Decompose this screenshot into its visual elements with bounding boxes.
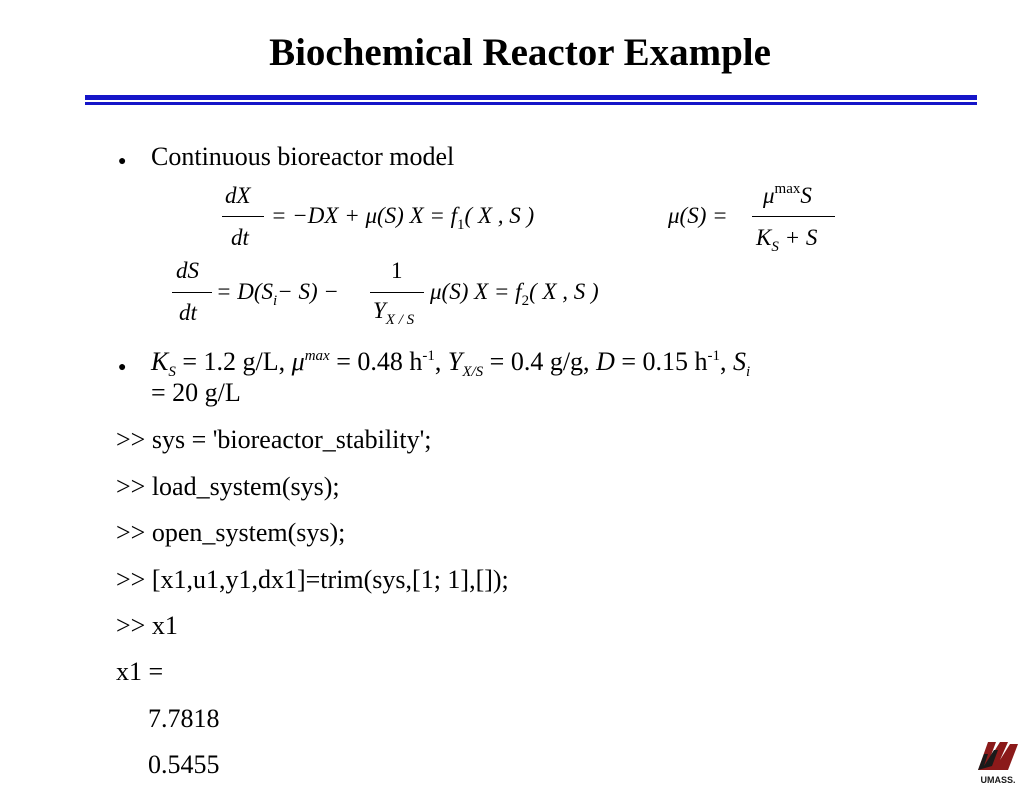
command-line-3: >> open_system(sys); xyxy=(116,518,346,547)
param-mu-val: = 0.48 h xyxy=(329,347,423,376)
title-rule-thin xyxy=(85,102,977,105)
mu-den-sub: S xyxy=(771,239,779,255)
param-ks: K xyxy=(151,347,169,376)
eq2-denominator: dt xyxy=(179,300,197,325)
command-line-4: >> [x1,u1,y1,dx1]=trim(sys,[1; 1],[]); xyxy=(116,565,509,594)
eq2-fraction-bar xyxy=(172,292,212,293)
bullet-text-2-line2: = 20 g/L xyxy=(151,378,241,407)
eq1-rhs-text: = −DX + μ(S) X = f xyxy=(271,203,458,228)
umass-logo xyxy=(974,736,1022,786)
bullet-dot-1: ● xyxy=(118,154,127,169)
eq2-rhs1: = D(S xyxy=(216,279,274,304)
param-mu: μ xyxy=(291,347,305,376)
command-line-5: >> x1 xyxy=(116,611,178,640)
param-si-sub: i xyxy=(746,364,751,380)
command-line-1: >> sys = 'bioreactor_stability'; xyxy=(116,425,432,454)
param-ks-val: = 1.2 g/L, xyxy=(175,347,292,376)
param-y-sub: X/S xyxy=(462,364,484,380)
mu-den-tail: + S xyxy=(784,225,818,250)
mu-lhs: μ(S) = xyxy=(668,203,728,228)
output-value-1: 7.7818 xyxy=(148,704,220,733)
eq2-rhs-left xyxy=(216,279,339,310)
output-value-2: 0.5455 xyxy=(148,750,220,779)
eq1-subscript: 1 xyxy=(457,217,465,233)
param-mu-sup: max xyxy=(304,348,330,364)
param-si: S xyxy=(733,347,747,376)
bullet-text-1: Continuous bioreactor model xyxy=(151,142,455,171)
output-label: x1 = xyxy=(116,657,164,686)
eq2-rhs2: − S) − xyxy=(277,279,339,304)
eq1-tail: ( X , S ) xyxy=(464,203,535,228)
param-d-exp: -1 xyxy=(707,348,721,364)
eq2-inner-fraction-bar xyxy=(370,292,424,293)
slide-title: Biochemical Reactor Example xyxy=(269,31,771,74)
param-y: Y xyxy=(447,347,463,376)
mu-num-s: S xyxy=(800,183,812,208)
param-d: D xyxy=(596,347,615,376)
title-rule-thick xyxy=(85,95,977,100)
eq2-frac-num: 1 xyxy=(391,258,403,283)
eq2-subscript: 2 xyxy=(521,293,530,309)
mu-fraction-bar xyxy=(752,216,835,217)
bullet-dot-2: ● xyxy=(118,360,127,375)
eq2-rhs3: μ(S) X = f xyxy=(430,279,522,304)
param-ks-sub: S xyxy=(168,364,176,380)
eq2-frac-den xyxy=(373,298,414,329)
mu-num-sup: max xyxy=(774,181,801,197)
eq1-fraction-bar xyxy=(222,216,264,217)
command-line-2: >> load_system(sys); xyxy=(116,472,340,501)
mu-num-mu: μ xyxy=(763,183,775,208)
eq2-tail: ( X , S ) xyxy=(529,279,599,304)
mu-den-k: K xyxy=(756,225,772,250)
mu-numerator xyxy=(763,181,812,209)
bullet-text-2 xyxy=(151,347,750,381)
param-sep1: , xyxy=(434,347,448,376)
param-y-val: = 0.4 g/g, xyxy=(483,347,597,376)
param-mu-exp: -1 xyxy=(422,348,435,364)
eq1-rhs xyxy=(271,203,534,234)
param-sep2: , xyxy=(720,347,734,376)
eq1-denominator: dt xyxy=(231,225,249,250)
eq2-frac-den-y: Y xyxy=(373,298,386,323)
param-d-val: = 0.15 h xyxy=(614,347,708,376)
eq1-numerator: dX xyxy=(225,183,251,208)
eq2-frac-den-sub: X / S xyxy=(385,312,415,328)
logo-text: UMASS. xyxy=(980,775,1016,785)
eq2-rhs-right xyxy=(430,279,599,310)
eq2-numerator: dS xyxy=(176,258,199,283)
umass-logo-mark xyxy=(974,736,1022,786)
eq2-rhs1-sub: i xyxy=(273,293,278,309)
mu-denominator xyxy=(756,225,817,256)
